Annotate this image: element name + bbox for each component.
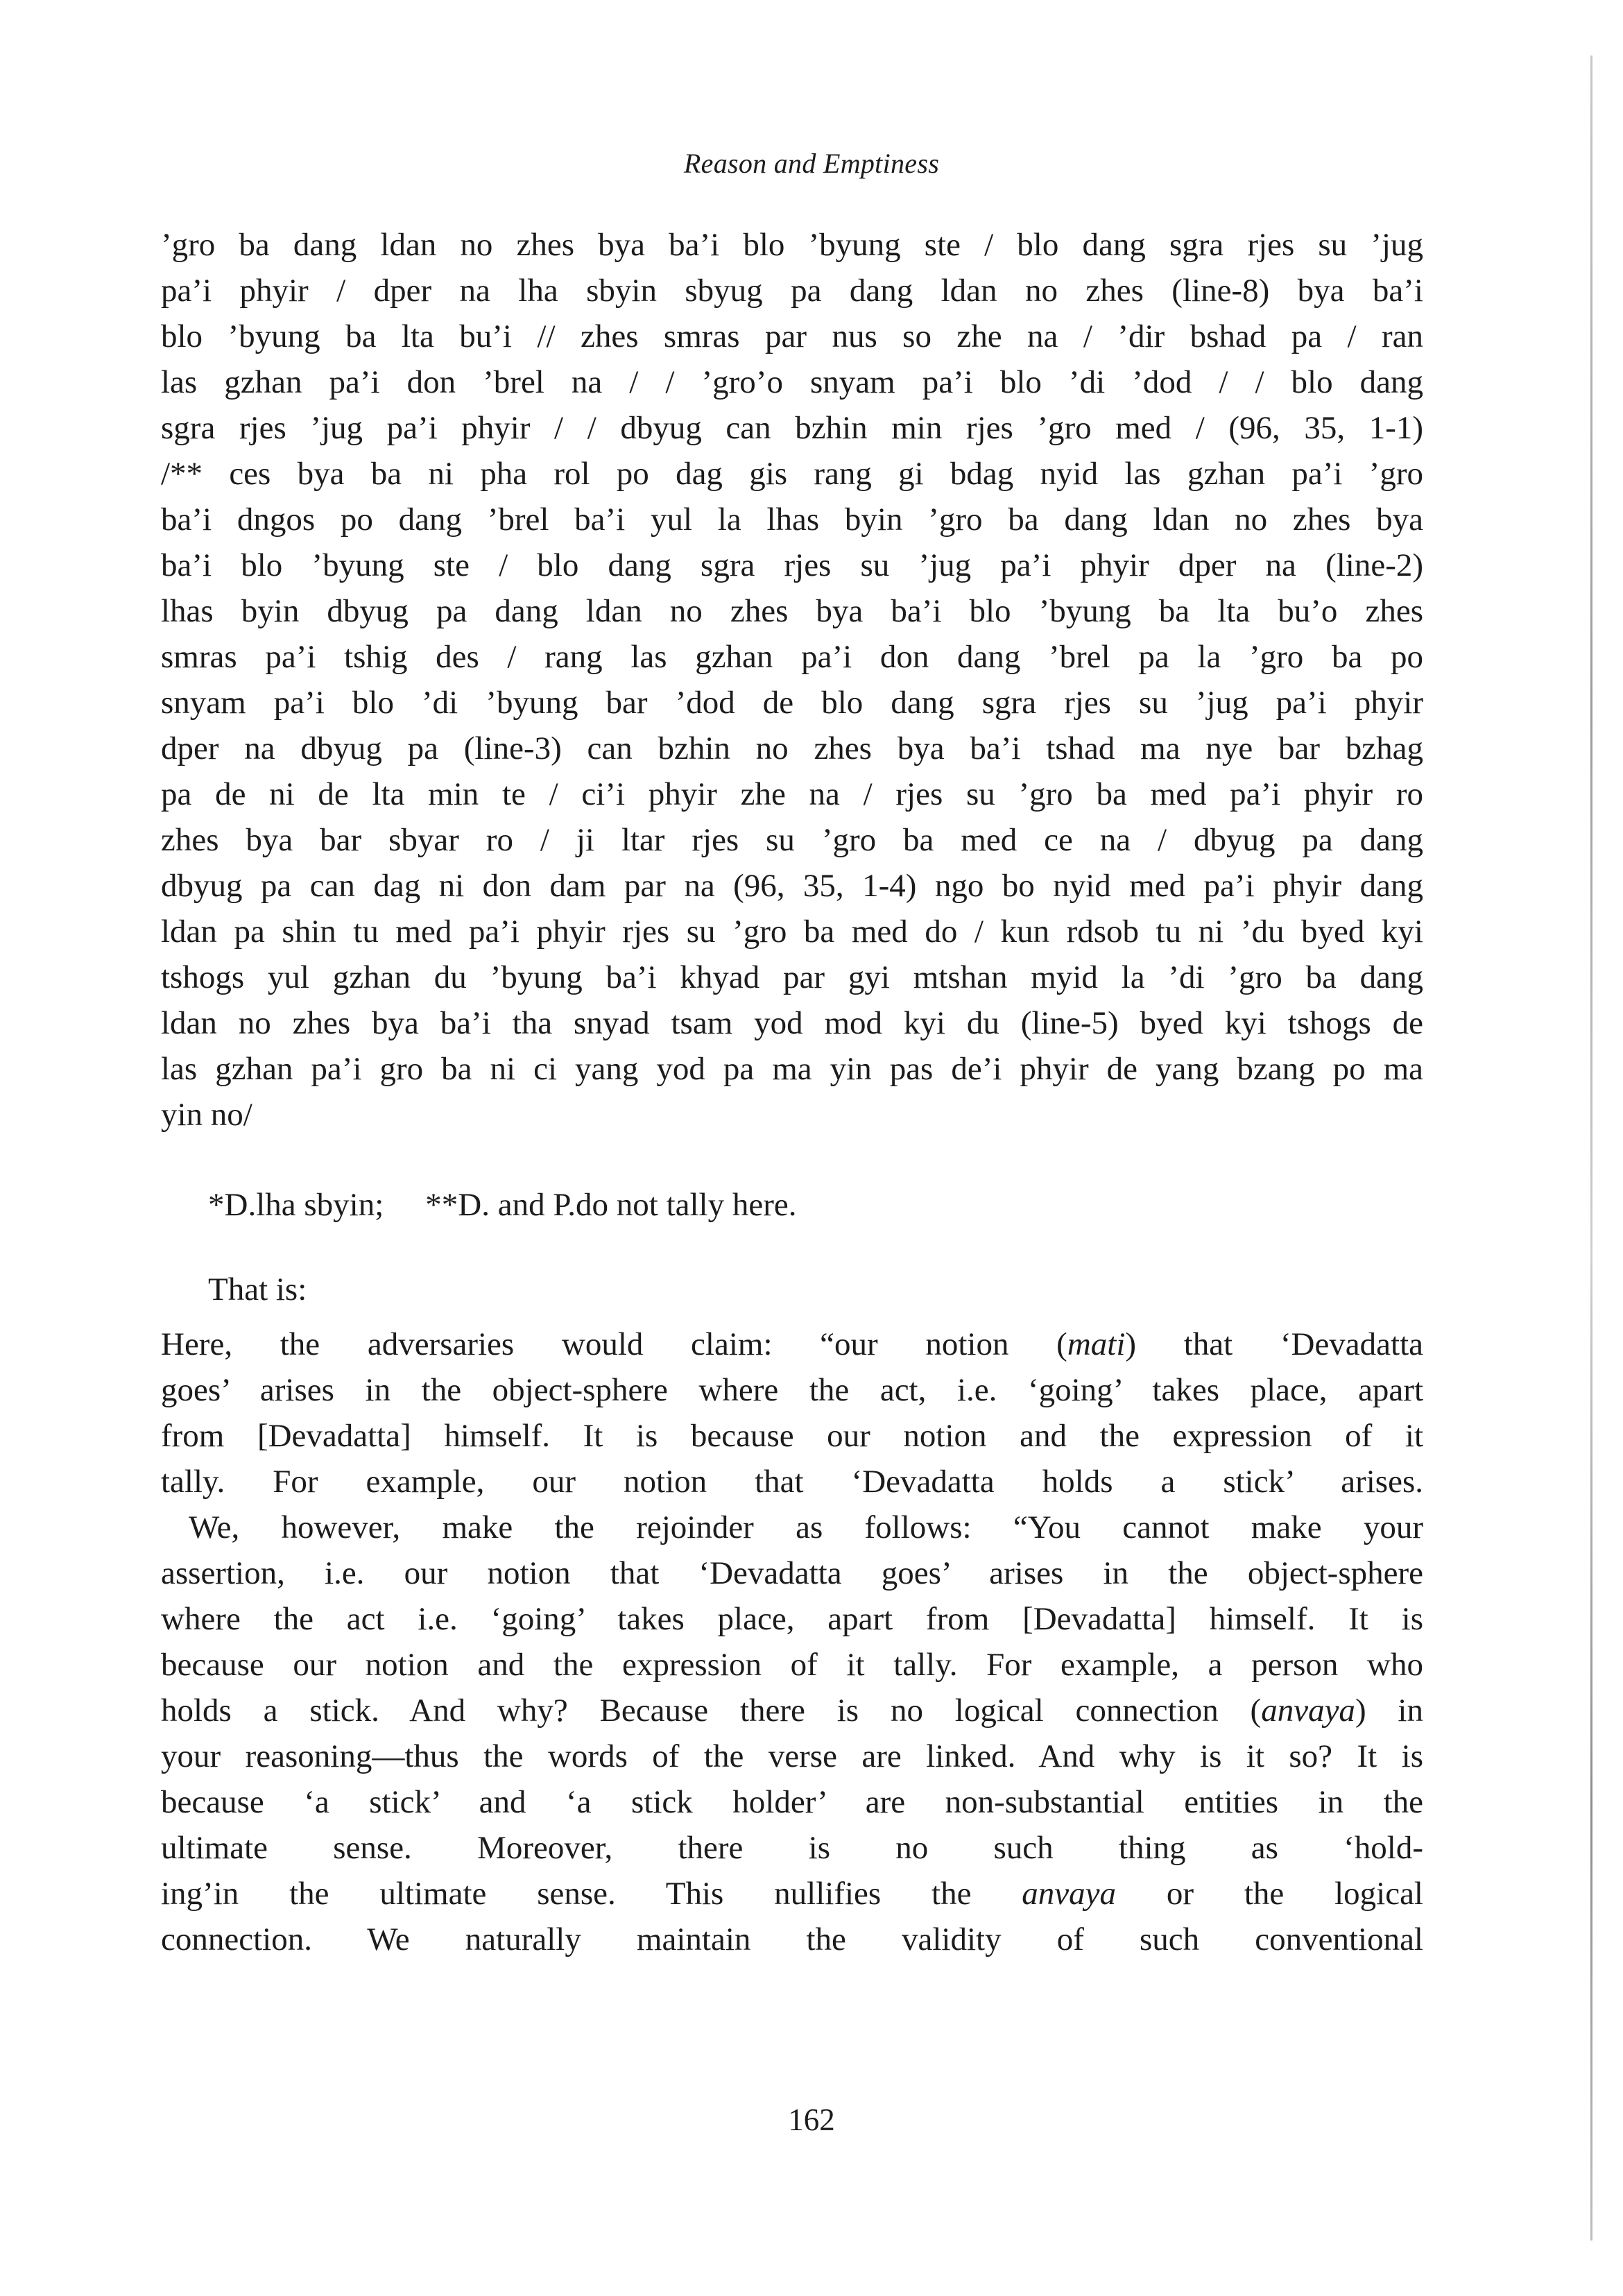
text-line: pa de ni de lta min te / ci’i phyir zhe na / rjes su ’gro ba med pa’i phyir ro [161,776,1423,812]
page-number: 162 [788,2102,835,2137]
text-line: Here, the adversaries would claim: “our notion (mati) that ‘Devadatta [161,1326,1423,1362]
text-line: ultimate sense. Moreover, there is no such thing as ‘hold- [161,1830,1423,1866]
text-line: ba’i dngos po dang ’brel ba’i yul la lhas byin ’gro ba dang ldan no zhes bya [161,502,1423,538]
running-head: Reason and Emptiness [683,148,940,179]
footnote [208,1186,796,1224]
footnote-1: *D.lha sbyin; [208,1187,384,1223]
text-line: snyam pa’i blo ’di ’byung bar ’dod de blo dang sgra rjes su ’jug pa’i phyir [161,685,1423,721]
that-is-label: That is: [208,1271,307,1308]
text-line: assertion, i.e. our notion that ‘Devadatta goes’ arises in the object-sphere [161,1555,1423,1591]
text-line: las gzhan pa’i don ’brel na / / ’gro’o snyam pa’i blo ’di ’dod / / blo dang [161,364,1423,400]
tibetan-passage [161,222,1423,1138]
text-line: dbyug pa can dag ni don dam par na (96, 35, 1-4) ngo bo nyid med pa’i phyir dang [161,868,1423,904]
text-line: holds a stick. And why? Because there is no logical connection (anvaya) in [161,1693,1423,1729]
text-line: from [Devadatta] himself. It is because our notion and the expression of it [161,1418,1423,1454]
text-line: ldan no zhes bya ba’i tha snyad tsam yod mod kyi du (line-5) byed kyi tshogs de [161,1005,1423,1041]
text-line: pa’i phyir / dper na lha sbyin sbyug pa dang ldan no zhes (line-8) bya ba’i [161,273,1423,309]
text-line: We, however, make the rejoinder as follows: “You cannot make your [189,1509,1423,1545]
text-line: lhas byin dbyug pa dang ldan no zhes bya ba’i blo ’byung ba lta bu’o zhes [161,593,1423,629]
text-line: ba’i blo ’byung ste / blo dang sgra rjes su ’jug pa’i phyir dper na (line-2) [161,547,1423,583]
text-line: tshogs yul gzhan du ’byung ba’i khyad par gyi mtshan myid la ’di ’gro ba dang [161,959,1423,995]
text-line: because our notion and the expression of it tally. For example, a person who [161,1647,1423,1683]
text-line: tally. For example, our notion that ‘Devadatta holds a stick’ arises. [161,1464,1423,1500]
page-edge-shadow [1590,55,1592,2241]
text-line: goes’ arises in the object-sphere where the act, i.e. ‘going’ takes place, apart [161,1372,1423,1408]
text-line: because ‘a stick’ and ‘a stick holder’ are non-substantial entities in the [161,1784,1423,1820]
text-line: your reasoning—thus the words of the verse are linked. And why is it so? It is [161,1738,1423,1774]
text-line: zhes bya bar sbyar ro / ji ltar rjes su ’gro ba med ce na / dbyug pa dang [161,822,1423,858]
text-line: /** ces bya ba ni pha rol po dag gis rang gi bdag nyid las gzhan pa’i ’gro [161,456,1423,492]
text-line: connection. We naturally maintain the validity of such conventional [161,1921,1423,1957]
text-line: dper na dbyug pa (line-3) can bzhin no zhes bya ba’i tshad ma nye bar bzhag [161,730,1423,766]
text-line: ’gro ba dang ldan no zhes bya ba’i blo ’byung ste / blo dang sgra rjes su ’jug [161,227,1423,263]
text-line: where the act i.e. ‘going’ takes place, apart from [Devadatta] himself. It is [161,1601,1423,1637]
footnote-2: **D. and P.do not tally here. [425,1187,797,1223]
text-line: sgra rjes ’jug pa’i phyir / / dbyug can bzhin min rjes ’gro med / (96, 35, 1-1) [161,410,1423,446]
text-line: las gzhan pa’i gro ba ni ci yang yod pa ma yin pas de’i phyir de yang bzang po ma [161,1051,1423,1087]
english-translation [161,1321,1423,1962]
text-line: blo ’byung ba lta bu’i // zhes smras par nus so zhe na / ’dir bshad pa / ran [161,318,1423,354]
text-line: ing’in the ultimate sense. This nullifies the anvaya or the logical [161,1876,1423,1912]
text-line: yin no/ [161,1097,252,1133]
text-line: smras pa’i tshig des / rang las gzhan pa’i don dang ’brel pa la ’gro ba po [161,639,1423,675]
text-line: ldan pa shin tu med pa’i phyir rjes su ’gro ba med do / kun rdsob tu ni ’du byed kyi [161,914,1423,950]
